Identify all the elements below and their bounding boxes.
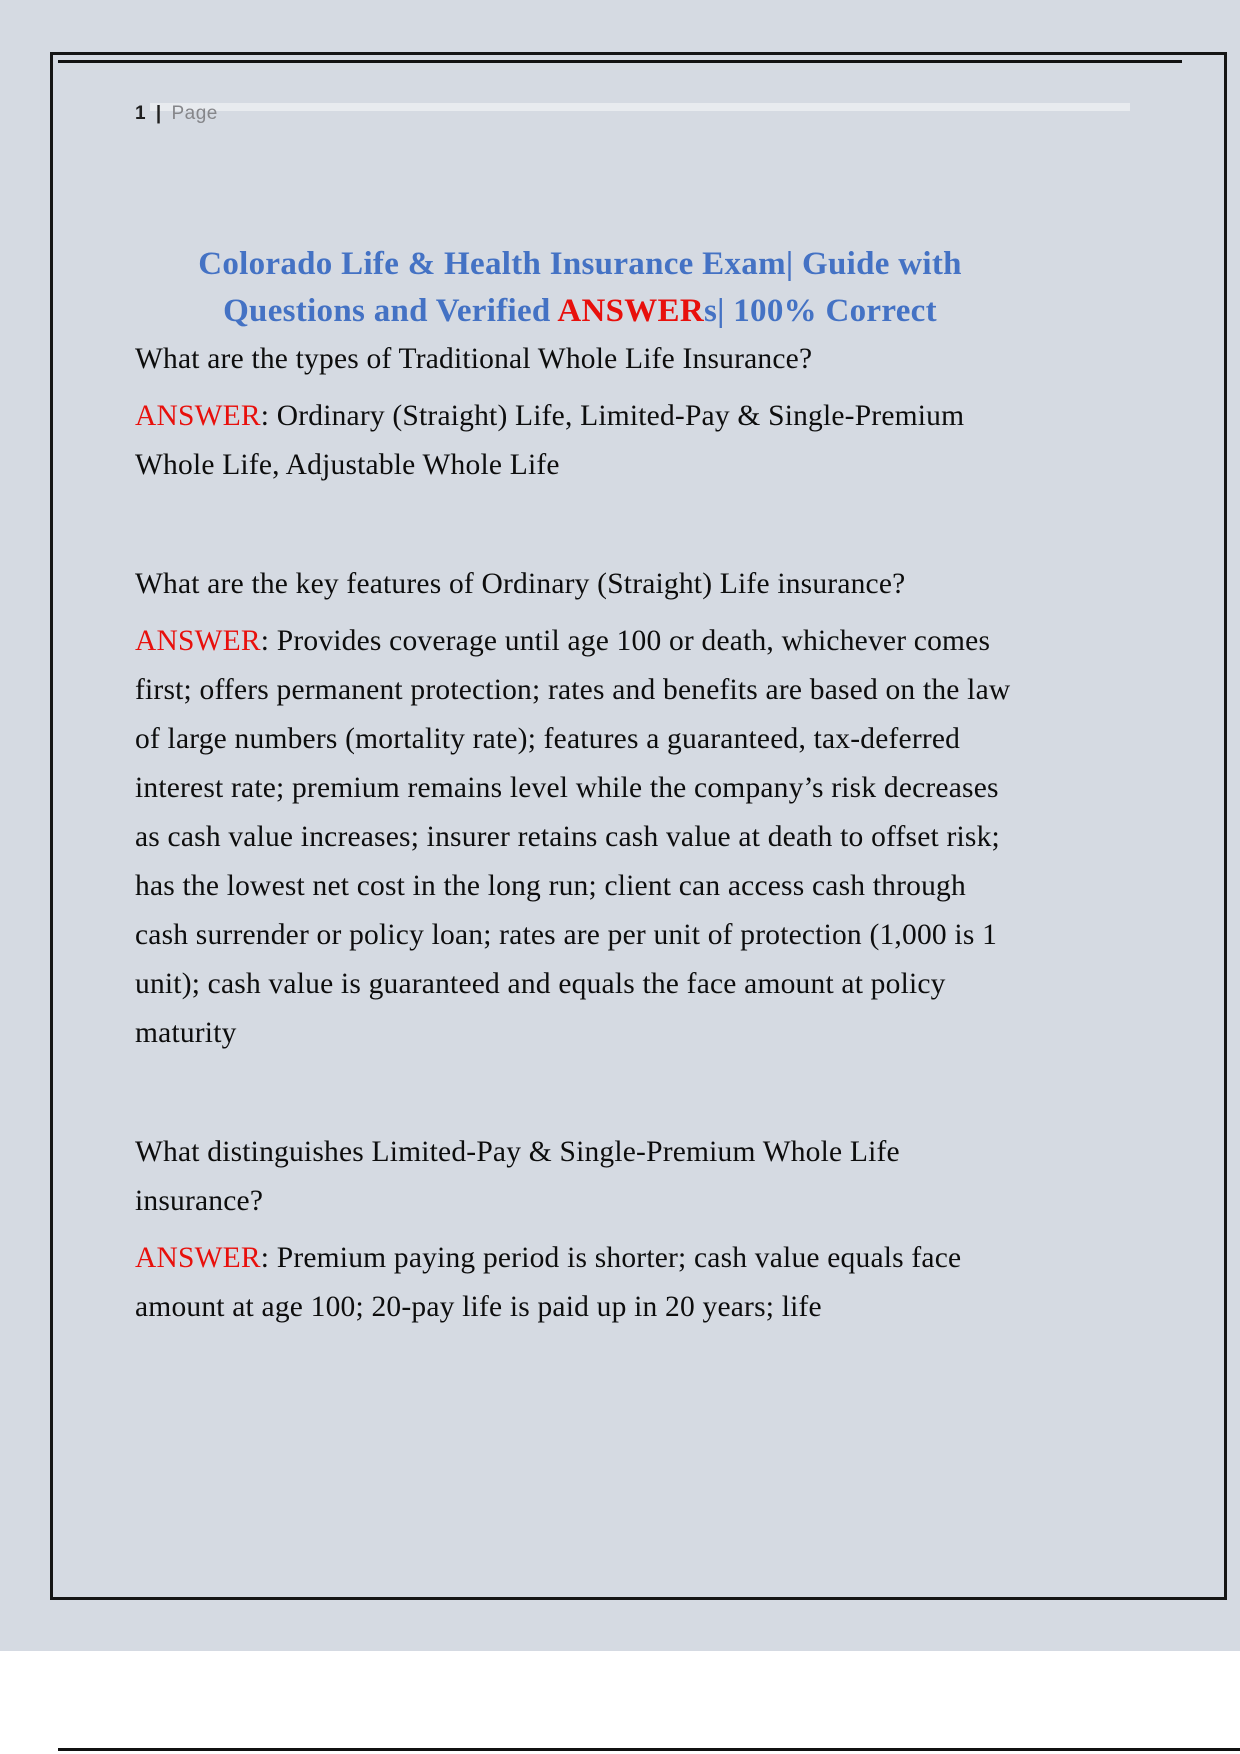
title-line-1: Colorado Life & Health Insurance Exam| Guide with	[198, 246, 962, 282]
bottom-rule	[58, 1748, 1240, 1751]
page-header-separator: |	[155, 103, 162, 124]
answer-label: ANSWER	[135, 625, 261, 657]
page-header-label: Page	[171, 103, 218, 124]
title-answer-word: ANSWER	[557, 293, 704, 329]
page-content	[135, 241, 1025, 1332]
answer-paragraph	[135, 617, 1025, 1058]
document-title	[135, 241, 1025, 335]
bottom-white-area	[0, 1651, 1240, 1754]
document-page	[50, 52, 1227, 1600]
title-line-2-prefix: Questions and Verified	[223, 293, 558, 329]
qa-block-2	[135, 560, 1025, 1058]
qa-block-1	[135, 335, 1025, 490]
answer-text: : Ordinary (Straight) Life, Limited-Pay & Single-Premium Whole Life, Adjustable Whole Life	[135, 400, 965, 481]
question-text: What distinguishes Limited-Pay & Single-Premium Whole Life insurance?	[135, 1136, 900, 1217]
answer-text: : Premium paying period is shorter; cash value equals face amount at age 100; 20-pay life is paid up in 20 years; life	[135, 1242, 962, 1323]
question-text: What are the key features of Ordinary (Straight) Life insurance?	[135, 568, 906, 600]
answer-label: ANSWER	[135, 1242, 261, 1274]
answer-paragraph	[135, 1234, 1025, 1332]
qa-block-3	[135, 1128, 1025, 1332]
page-header	[135, 103, 218, 125]
answer-paragraph	[135, 392, 1025, 490]
page-number: 1	[135, 103, 147, 124]
title-line-2-suffix: s| 100% Correct	[703, 293, 937, 329]
question-text: What are the types of Traditional Whole Life Insurance?	[135, 343, 813, 375]
header-highlight-band	[150, 103, 1130, 111]
answer-text: : Provides coverage until age 100 or death, whichever comes first; offers permanent protection; rates and benefits are based on the law of large numbers (mortality rate); features a guaranteed, tax-deferred interest rate; premium remains level while the company’s risk decreases as cash value increases; insurer retains cash value at death to offset risk; has the lowest net cost in the long run; client can access cash through cash surrender or policy loan; rates are per unit of protection (1,000 is 1 unit); cash value is guaranteed and equals the face amount at policy maturity	[135, 625, 1011, 1049]
header-top-rule	[58, 60, 1182, 63]
answer-label: ANSWER	[135, 400, 261, 432]
